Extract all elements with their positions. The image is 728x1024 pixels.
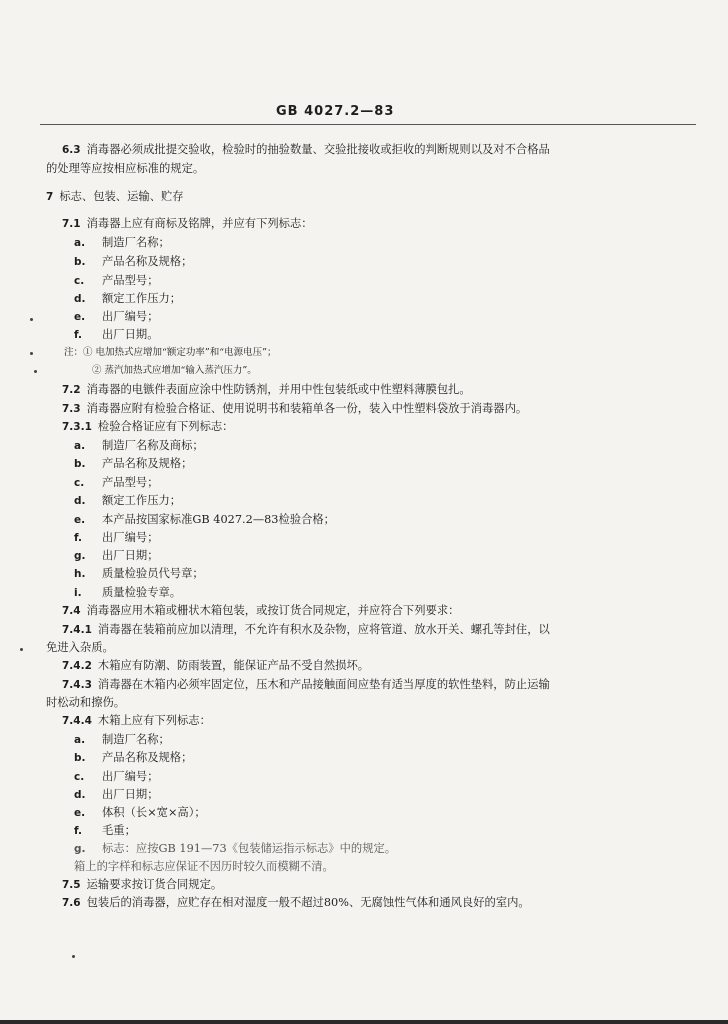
item-text: 制造厂名称； xyxy=(102,236,170,249)
clause-text: 消毒器应用木箱或栅状木箱包装，或按订货合同规定，并应符合下列要求： xyxy=(86,604,460,617)
list-item xyxy=(74,476,159,490)
item-text: 出厂日期。 xyxy=(102,328,159,341)
item-letter: g. xyxy=(74,550,86,562)
item-letter: d. xyxy=(74,495,86,507)
list-item xyxy=(74,788,159,802)
list-item xyxy=(74,549,159,563)
clause-number: 7.3.1 xyxy=(62,421,92,433)
clause-7-1 xyxy=(62,217,313,231)
note-1: 注：① 电加热式应增加“额定功率”和“电源电压”； xyxy=(64,347,277,358)
scan-speck xyxy=(72,955,75,958)
item-text: 质量检验专章。 xyxy=(102,586,182,599)
clause-7-4-3 xyxy=(62,678,550,692)
clause-number: 7.3 xyxy=(62,403,81,415)
clause-7-4-4-note: 箱上的字样和标志应保证不因历时较久而模糊不清。 xyxy=(74,860,334,873)
clause-text: 检验合格证应有下列标志： xyxy=(97,420,234,433)
scan-speck xyxy=(20,648,23,651)
clause-7-2 xyxy=(62,383,471,397)
item-text: 产品型号； xyxy=(102,274,159,287)
clause-text: 运输要求按订货合同规定。 xyxy=(86,878,223,891)
clause-number: 7.4.3 xyxy=(62,679,92,691)
item-text: 体积（长×宽×高）； xyxy=(102,806,206,819)
item-text: 质量检验员代号章； xyxy=(102,567,204,580)
item-text: 产品名称及规格； xyxy=(102,457,193,470)
clause-text: 消毒器在木箱内必须牢固定位，压木和产品接触面间应垫有适当厚度的软性垫料，防止运输 xyxy=(97,678,550,691)
clause-7-4-3-cont: 时松动和擦伤。 xyxy=(46,696,126,709)
list-item xyxy=(74,751,192,765)
list-item xyxy=(74,328,159,342)
item-letter: e. xyxy=(74,311,86,323)
chapter-number: 7 xyxy=(46,191,54,203)
clause-6-3 xyxy=(62,143,550,157)
list-item xyxy=(74,824,136,838)
list-item xyxy=(74,567,204,581)
item-letter: d. xyxy=(74,293,86,305)
clause-text: 包装后的消毒器，应贮存在相对湿度一般不超过80%、无腐蚀性气体和通风良好的室内。 xyxy=(86,896,530,909)
item-text: 标志：应按GB 191—73《包装储运指示标志》中的规定。 xyxy=(102,842,397,855)
list-item xyxy=(74,494,181,508)
clause-number: 7.5 xyxy=(62,879,81,891)
clause-text: 消毒器应附有检验合格证、使用说明书和装箱单各一份，装入中性塑料袋放于消毒器内。 xyxy=(86,402,528,415)
item-letter: a. xyxy=(74,440,86,452)
note-2: ② 蒸汽加热式应增加“输入蒸汽压力”。 xyxy=(92,365,257,376)
item-text: 额定工作压力； xyxy=(102,494,182,507)
list-item xyxy=(74,513,335,527)
item-letter: b. xyxy=(74,458,86,470)
list-item xyxy=(74,255,192,269)
item-letter: d. xyxy=(74,789,86,801)
clause-number: 6.3 xyxy=(62,144,81,156)
clause-number: 7.6 xyxy=(62,897,81,909)
item-letter: b. xyxy=(74,256,86,268)
clause-6-3-cont: 的处理等应按相应标准的规定。 xyxy=(46,162,205,175)
clause-text: 消毒器必须成批提交验收，检验时的抽验数量、交验批接收或拒收的判断规则以及对不合格品 xyxy=(86,143,550,156)
chapter-title: 标志、包装、运输、贮存 xyxy=(59,190,184,203)
clause-number: 7.2 xyxy=(62,384,81,396)
scan-speck xyxy=(30,318,33,321)
clause-7-5 xyxy=(62,878,222,892)
clause-number: 7.4.4 xyxy=(62,715,92,727)
item-text: 制造厂名称及商标； xyxy=(102,439,204,452)
list-item xyxy=(74,439,204,453)
item-text: 产品名称及规格； xyxy=(102,255,193,268)
item-letter: e. xyxy=(74,514,86,526)
item-text: 毛重； xyxy=(102,824,136,837)
item-letter: h. xyxy=(74,568,86,580)
list-item xyxy=(74,310,159,324)
item-text: 制造厂名称； xyxy=(102,733,170,746)
list-item xyxy=(74,842,396,856)
list-item xyxy=(74,531,159,545)
clause-text: 消毒器在装箱前应加以清理，不允许有积水及杂物，应将管道、放水开关、螺孔等封住，以 xyxy=(97,623,550,636)
item-text: 额定工作压力； xyxy=(102,292,182,305)
list-item xyxy=(74,457,192,471)
item-letter: e. xyxy=(74,807,86,819)
clause-7-4 xyxy=(62,604,459,618)
scan-speck xyxy=(30,352,33,355)
item-letter: c. xyxy=(74,477,85,489)
clause-number: 7.1 xyxy=(62,218,81,230)
item-text: 产品型号； xyxy=(102,476,159,489)
item-text: 出厂日期； xyxy=(102,788,159,801)
item-text: 出厂编号； xyxy=(102,310,159,323)
clause-number: 7.4.2 xyxy=(62,660,92,672)
clause-7-6 xyxy=(62,896,530,910)
clause-text: 消毒器的电镞件表面应涂中性防锈剂，并用中性包装纸或中性塑料薄膜包扎。 xyxy=(86,383,471,396)
item-text: 出厂编号； xyxy=(102,531,159,544)
clause-number: 7.4 xyxy=(62,605,81,617)
scan-speck xyxy=(34,370,37,373)
clause-text: 消毒器上应有商标及铭牌，并应有下列标志： xyxy=(86,217,313,230)
clause-7-3-1 xyxy=(62,420,233,434)
item-letter: a. xyxy=(74,237,86,249)
clause-7-4-4 xyxy=(62,714,211,728)
list-item xyxy=(74,274,159,288)
scan-edge xyxy=(0,1020,728,1024)
clause-7-4-2 xyxy=(62,659,369,673)
list-item xyxy=(74,292,181,306)
clause-text: 木箱应有防潮、防雨装置，能保证产品不受自然损坏。 xyxy=(97,659,370,672)
item-letter: g. xyxy=(74,843,86,855)
clause-7-3 xyxy=(62,402,527,416)
chapter-7-heading xyxy=(46,190,184,204)
item-letter: f. xyxy=(74,825,82,837)
item-text: 出厂日期； xyxy=(102,549,159,562)
standard-number: GB 4027.2—83 xyxy=(276,104,395,119)
list-item xyxy=(74,806,206,820)
item-text: 本产品按国家标准GB 4027.2—83检验合格； xyxy=(102,513,335,526)
item-letter: f. xyxy=(74,329,82,341)
header-rule xyxy=(40,124,696,125)
item-letter: b. xyxy=(74,752,86,764)
item-text: 产品名称及规格； xyxy=(102,751,193,764)
list-item xyxy=(74,733,170,747)
item-letter: c. xyxy=(74,275,85,287)
item-letter: f. xyxy=(74,532,82,544)
clause-7-4-1-cont: 免进入杂质。 xyxy=(46,641,114,654)
clause-text: 木箱上应有下列标志： xyxy=(97,714,211,727)
list-item xyxy=(74,770,159,784)
list-item xyxy=(74,236,170,250)
list-item xyxy=(74,586,181,600)
clause-number: 7.4.1 xyxy=(62,624,92,636)
clause-7-4-1 xyxy=(62,623,550,637)
item-letter: c. xyxy=(74,771,85,783)
item-letter: a. xyxy=(74,734,86,746)
item-text: 出厂编号； xyxy=(102,770,159,783)
item-letter: i. xyxy=(74,587,82,599)
